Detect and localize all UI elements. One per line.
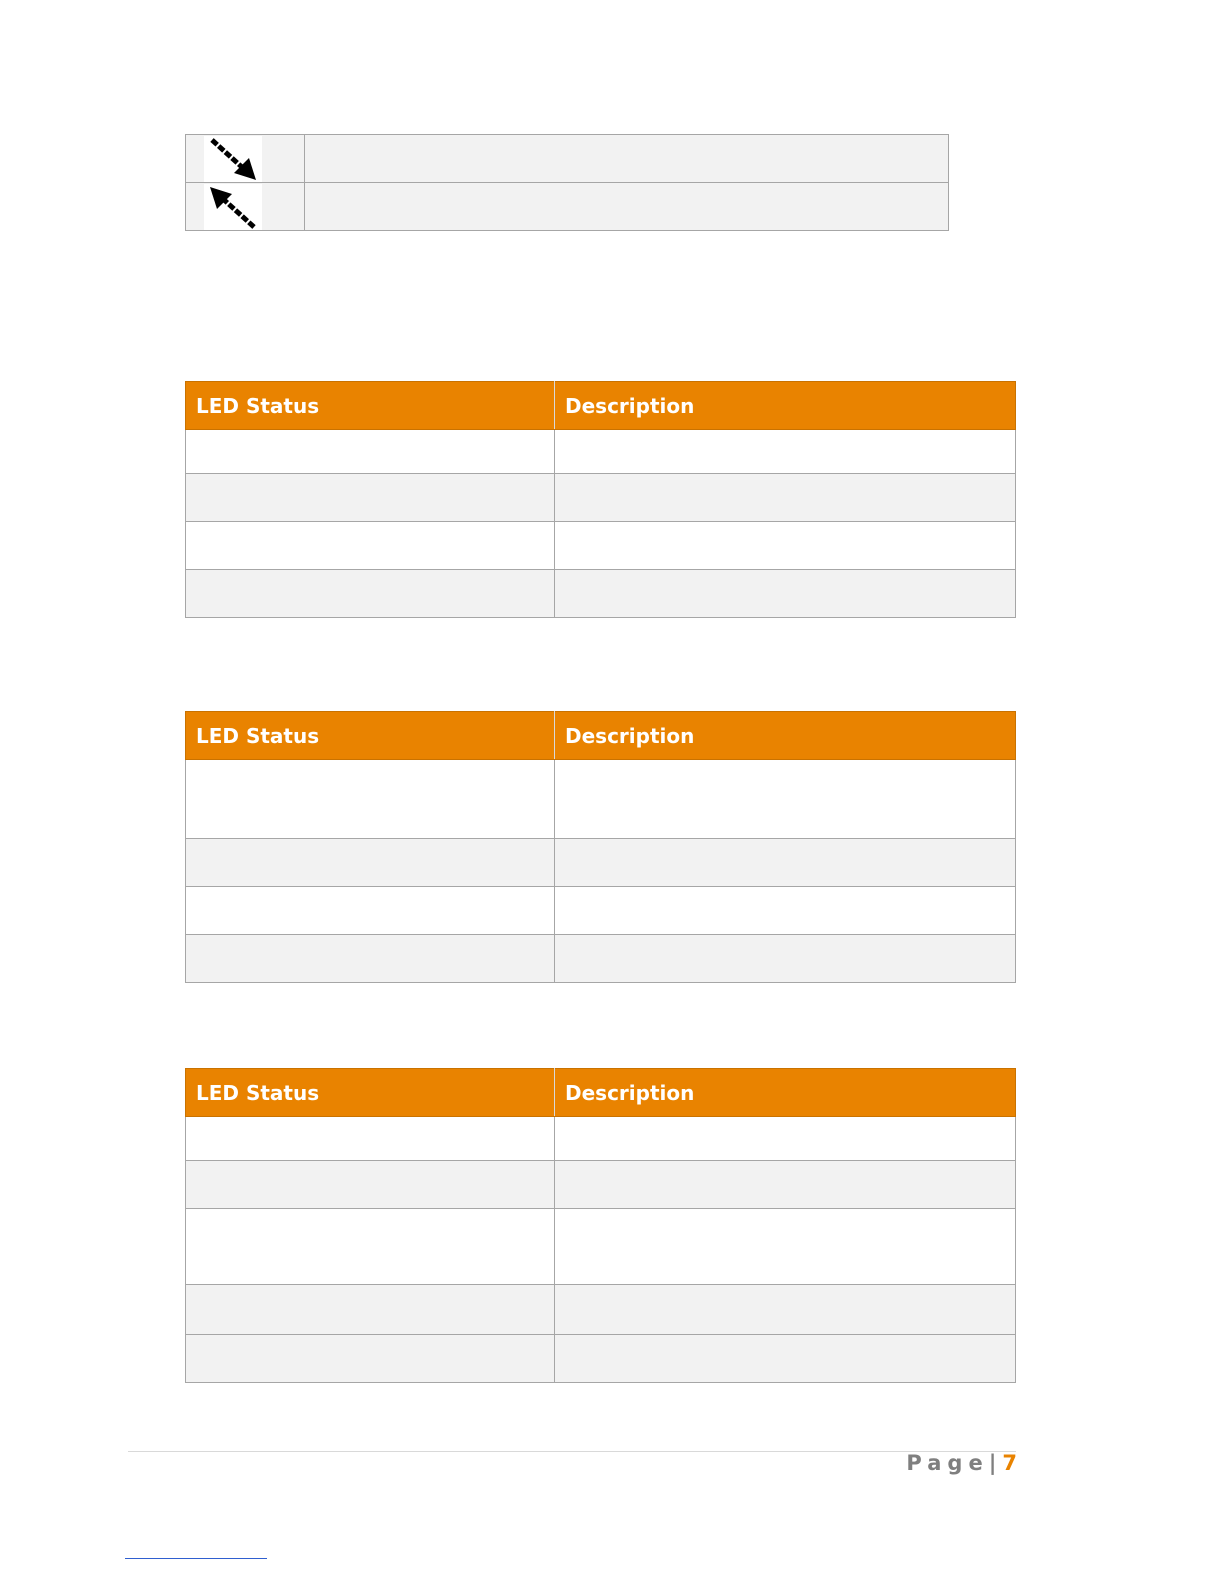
description-cell [555,570,1016,618]
description-cell [555,839,1016,887]
led-status-cell [186,760,555,839]
led-status-cell [186,522,555,570]
description-cell [555,1117,1016,1161]
description-header: Description [555,1069,1016,1117]
table-row [186,935,1016,983]
led-status-header: LED Status [186,712,555,760]
icon-description [305,135,949,183]
led-status-cell [186,935,555,983]
table-row [186,760,1016,839]
table-header-row [186,1069,1016,1117]
description-cell [555,474,1016,522]
table-row [186,1285,1016,1335]
icon-legend-row [186,183,949,231]
led-status-cell [186,1209,555,1285]
description-cell [555,1335,1016,1383]
led-status-cell [186,430,555,474]
description-cell [555,1161,1016,1209]
led-status-cell [186,1117,555,1161]
page-number [906,1451,1017,1475]
icon-legend-row [186,135,949,183]
led-status-cell [186,474,555,522]
description-cell [555,887,1016,935]
led-status-cell [186,1335,555,1383]
description-cell [555,522,1016,570]
table-row [186,1209,1016,1285]
description-cell [555,1209,1016,1285]
table-header-row [186,382,1016,430]
icon-legend-table [185,134,949,231]
table-row [186,522,1016,570]
table-row [186,1335,1016,1383]
led-status-cell [186,1285,555,1335]
led-status-table-1 [185,381,1016,618]
page-label: Page| [906,1451,1003,1475]
description-header: Description [555,712,1016,760]
table-row [186,570,1016,618]
icon-description [305,183,949,231]
description-cell [555,430,1016,474]
description-cell [555,935,1016,983]
arrow-up-left-icon [204,184,262,230]
led-status-cell [186,1161,555,1209]
footer-divider [128,1451,1016,1452]
footer-link-underline [125,1558,267,1559]
led-status-cell [186,570,555,618]
arrow-down-right-icon [204,136,262,182]
description-cell [555,760,1016,839]
led-status-table-2 [185,711,1016,983]
led-status-cell [186,887,555,935]
led-status-header: LED Status [186,382,555,430]
table-row [186,887,1016,935]
led-status-header: LED Status [186,1069,555,1117]
table-row [186,1117,1016,1161]
table-header-row [186,712,1016,760]
table-row [186,839,1016,887]
icon-cell [186,135,305,183]
description-header: Description [555,382,1016,430]
table-row [186,474,1016,522]
led-status-cell [186,839,555,887]
led-status-table-3 [185,1068,1016,1383]
icon-cell [186,183,305,231]
table-row [186,430,1016,474]
description-cell [555,1285,1016,1335]
table-row [186,1161,1016,1209]
page-number-value: 7 [1002,1451,1017,1475]
